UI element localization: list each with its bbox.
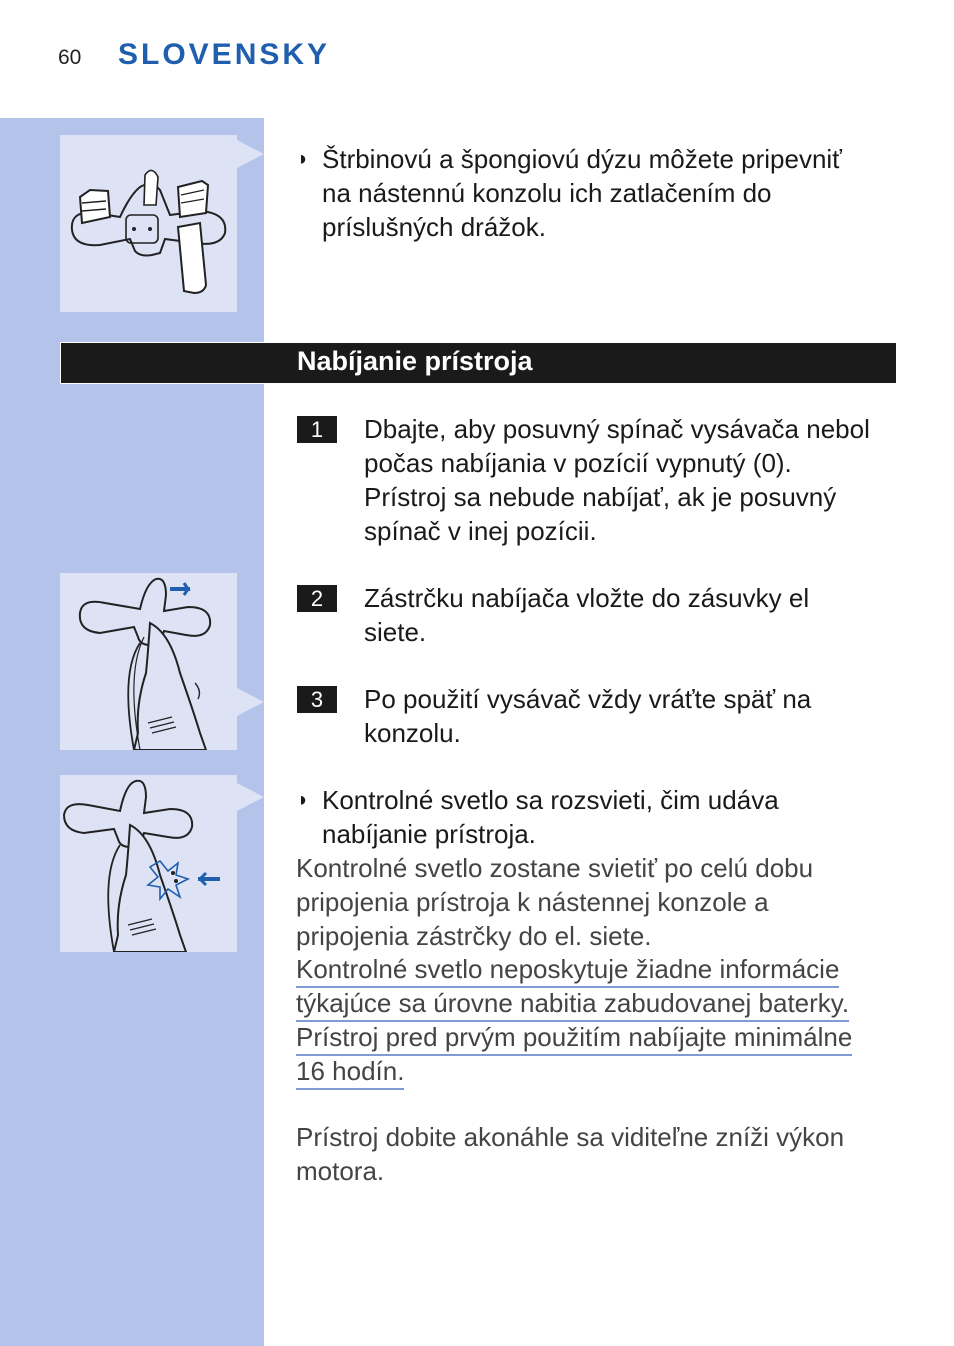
intro-bullet-text: [322, 142, 912, 244]
text-line: pripojenia prístroja k nástennej konzole a: [296, 887, 769, 917]
section-heading: Nabíjanie prístroja: [297, 346, 533, 376]
section-heading-bar: [60, 342, 897, 384]
page-number: 60: [58, 46, 82, 69]
text-line: nabíjanie prístroja.: [322, 819, 536, 849]
text-line: pripojenia zástrčky do el. siete.: [296, 921, 652, 951]
wall-bracket-illustration: [60, 135, 237, 312]
note-line: 16 hodín.: [296, 1056, 404, 1090]
recharge-paragraph: [296, 1120, 916, 1188]
step-number-3: 3: [297, 686, 337, 713]
text-line: Kontrolné svetlo sa rozsvieti, čim udáva: [322, 785, 779, 815]
light-description-paragraph: [296, 851, 916, 953]
note-line: Kontrolné svetlo neposkytuje žiadne informácie: [296, 954, 839, 988]
text-line: príslušných drážok.: [322, 212, 546, 242]
text-line: Štrbinovú a špongiovú dýzu môžete pripevniť: [322, 144, 842, 174]
vacuum-docking-icon: [60, 573, 237, 750]
image-pointer: [237, 783, 264, 811]
text-line: spínač v inej pozícii.: [364, 516, 597, 546]
text-line: Kontrolné svetlo zostane svietiť po celú dobu: [296, 853, 814, 883]
vacuum-on-bracket-illustration: [60, 573, 237, 750]
step-2-text: [364, 581, 924, 649]
note-line: týkajúce sa úrovne nabitia zabudovanej baterky.: [296, 988, 849, 1022]
step-3-text: [364, 682, 924, 750]
text-line: na nástennú konzolu ich zatlačením do: [322, 178, 772, 208]
light-bullet-text: [322, 783, 912, 851]
step-number-2: 2: [297, 585, 337, 612]
wall-bracket-icon: [60, 135, 237, 312]
text-line: počas nabíjania v pozícií vypnutý (0).: [364, 448, 792, 478]
text-line: Po použití vysávač vždy vráťte späť na: [364, 684, 812, 714]
charging-light-icon: [60, 775, 237, 952]
text-line: Prístroj sa nebude nabíjať, ak je posuvný: [364, 482, 837, 512]
image-pointer: [237, 688, 264, 716]
text-line: siete.: [364, 617, 427, 647]
text-line: Dbajte, aby posuvný spínač vysávača nebol: [364, 414, 870, 444]
text-line: motora.: [296, 1156, 385, 1186]
step-number-1: 1: [297, 416, 337, 443]
language-heading: SLOVENSKY: [118, 38, 331, 71]
battery-note: [296, 952, 936, 1088]
text-line: Zástrčku nabíjača vložte do zásuvky el: [364, 583, 810, 613]
text-line: Prístroj dobite akonáhle sa viditeľne zníži výkon: [296, 1122, 845, 1152]
bullet-icon: ◗: [297, 148, 310, 170]
note-line: Prístroj pred prvým použitím nabíjajte minimálne: [296, 1022, 852, 1056]
step-1-text: [364, 412, 924, 548]
image-pointer: [237, 140, 264, 168]
bullet-icon: ◗: [297, 789, 310, 811]
charging-light-illustration: [60, 775, 237, 952]
text-line: konzolu.: [364, 718, 461, 748]
